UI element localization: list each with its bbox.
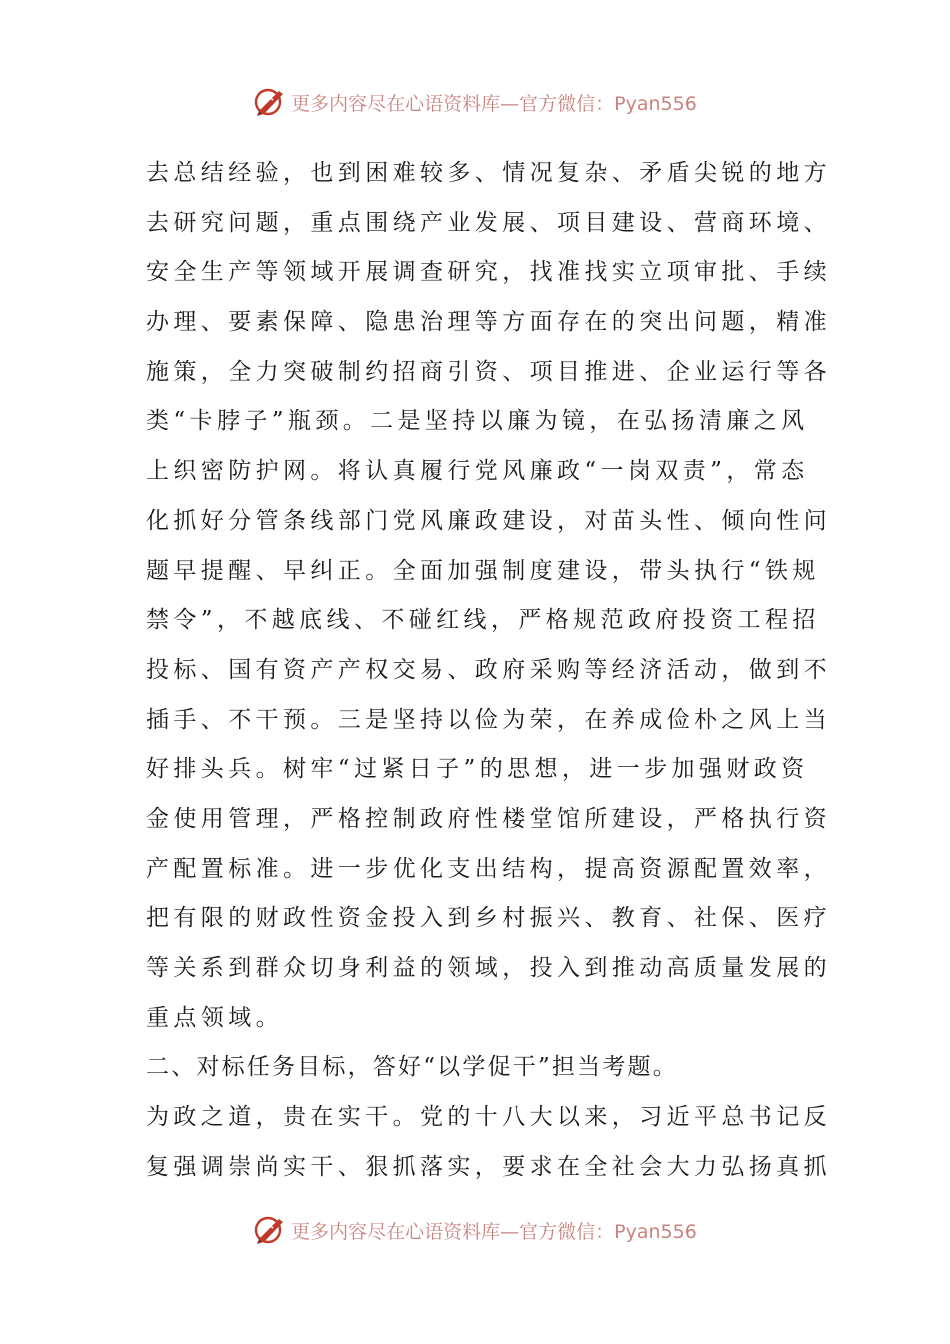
section-line: 复强调崇尚实干、狠抓落实，要求在全社会大力弘扬真抓 bbox=[146, 1153, 831, 1180]
body-line: 插手、不干预。三是坚持以俭为荣，在养成俭朴之风上当 bbox=[146, 706, 831, 733]
body-line: 办理、要素保障、隐患治理等方面存在的突出问题，精准 bbox=[146, 309, 831, 336]
header-banner bbox=[0, 82, 950, 122]
body-line: 好排头兵。树牢“过紧日子”的思想，进一步加强财政资 bbox=[146, 756, 809, 783]
body-line: 重点领域。 bbox=[146, 1004, 283, 1031]
pen-logo-icon bbox=[253, 1213, 287, 1247]
section-line: 为政之道，贵在实干。党的十八大以来，习近平总书记反 bbox=[146, 1104, 831, 1131]
body-line: 施策，全力突破制约招商引资、项目推进、企业运行等各 bbox=[146, 358, 831, 385]
footer-banner bbox=[0, 1210, 950, 1250]
body-line: 类“卡脖子”瓶颈。二是坚持以廉为镜，在弘扬清廉之风 bbox=[146, 408, 809, 435]
body-line: 去总结经验，也到困难较多、情况复杂、矛盾尖锐的地方 bbox=[146, 160, 831, 186]
footer-wechat-id: Pyan556 bbox=[614, 1220, 697, 1243]
body-line: 把有限的财政性资金投入到乡村振兴、教育、社保、医疗 bbox=[146, 905, 831, 932]
header-banner-text: 更多内容尽在心语资料库—官方微信：Pyan556 bbox=[291, 92, 697, 115]
body-line: 等关系到群众切身利益的领域，投入到推动高质量发展的 bbox=[146, 955, 831, 981]
body-line: 安全生产等领域开展调查研究，找准找实立项审批、手续 bbox=[146, 259, 831, 286]
body-line: 去研究问题，重点围绕产业发展、项目建设、营商环境、 bbox=[146, 209, 831, 236]
body-line: 化抓好分管条线部门党风廉政建设，对苗头性、倾向性问 bbox=[146, 507, 831, 534]
body-line: 题早提醒、早纠正。全面加强制度建设，带头执行“铁规 bbox=[146, 557, 820, 584]
document-body bbox=[146, 149, 831, 1192]
body-line: 投标、国有资产产权交易、政府采购等经济活动，做到不 bbox=[146, 656, 831, 683]
body-line: 上织密防护网。将认真履行党风廉政“一岗双责”，常态 bbox=[146, 458, 809, 485]
pen-logo-icon bbox=[253, 85, 287, 119]
body-line: 禁令”，不越底线、不碰红线，严格规范政府投资工程招 bbox=[146, 607, 820, 634]
section-heading: 二、对标任务目标，答好“以学促干”担当考题。 bbox=[146, 1054, 678, 1081]
body-line: 金使用管理，严格控制政府性楼堂馆所建设，严格执行资 bbox=[146, 805, 831, 832]
footer-banner-text: 更多内容尽在心语资料库—官方微信：Pyan556 bbox=[291, 1220, 697, 1243]
body-line: 产配置标准。进一步优化支出结构，提高资源配置效率， bbox=[146, 855, 831, 882]
header-wechat-id: Pyan556 bbox=[614, 92, 697, 115]
